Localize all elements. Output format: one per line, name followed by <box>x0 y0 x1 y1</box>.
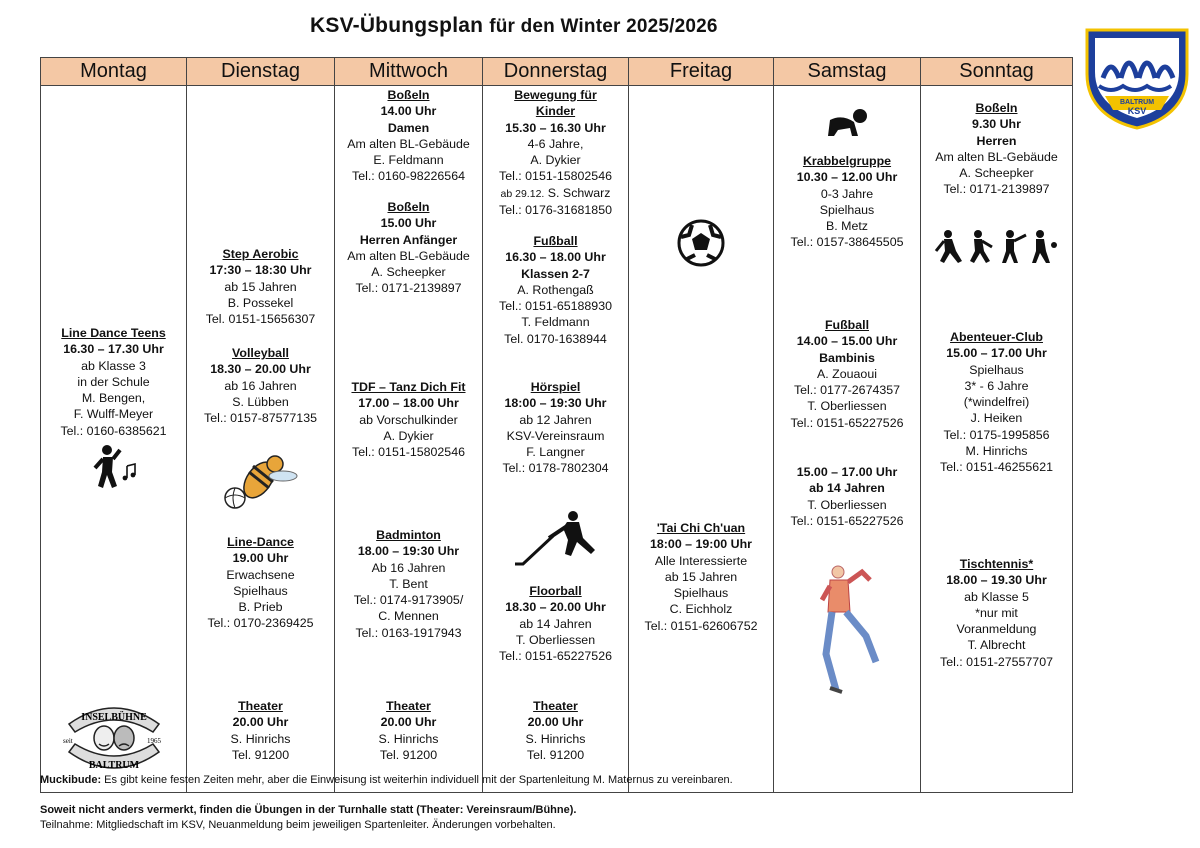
floorball-player-icon <box>513 510 601 572</box>
day-header: Donnerstag <box>483 58 629 86</box>
svg-text:1965: 1965 <box>147 737 161 745</box>
activity-theater: Theater 20.00 Uhr S. Hinrichs Tel. 91200 <box>525 699 586 762</box>
activity-bosseln-herren-sonntag: Boßeln 9.30 Uhr Herren Am alten BL-Gebäude A. Scheepker Tel.: 0171-2139897 <box>935 101 1058 197</box>
activity-step-aerobic: Step Aerobic 17:30 – 18:30 Uhr ab 15 Jahren B. Possekel Tel. 0151-15656307 <box>205 247 316 327</box>
activity-floorball: Floorball 18.30 – 20.00 Uhr ab 14 Jahren T. Oberliessen Tel.: 0151-65227526 <box>499 584 612 664</box>
activity-bewegung-kinder: Bewegung für Kinder 15.30 – 16.30 Uhr 4-6 Jahre, A. Dykier Tel.: 0151-15802546 ab 29.12. S. Schwarz Tel.: 0176-31681850 <box>499 88 612 218</box>
svg-text:INSELBÜHNE: INSELBÜHNE <box>81 712 147 723</box>
schedule-table <box>40 57 1073 793</box>
day-header: Dienstag <box>187 58 335 86</box>
day-header: Sonntag <box>921 58 1073 86</box>
day-header: Mittwoch <box>335 58 483 86</box>
bosseln-throwers-icon <box>934 229 1060 265</box>
activity-tdf: TDF – Tanz Dich Fit 17.00 – 18.00 Uhr ab Vorschulkinder A. Dykier Tel.: 0151-15802546 <box>351 380 466 460</box>
day-header: Samstag <box>774 58 921 86</box>
crawling-baby-icon <box>824 108 870 140</box>
activity-abenteuer-club: Abenteuer-Club 15.00 – 17.00 Uhr Spielhaus 3* - 6 Jahre (*windelfrei) J. Heiken Tel.: 0175-1995856 M. Hinrichs Tel.: 0151-46255621 <box>940 330 1053 475</box>
inselbuehne-stamp-icon <box>49 698 179 776</box>
footer-note-membership: Teilnahme: Mitgliedschaft im KSV, Neuanmeldung beim jeweiligen Spartenleiter. Änderungen vorbehalten. <box>40 819 556 831</box>
activity-hoerspiel: Hörspiel 18:00 – 19:30 Uhr ab 12 Jahren KSV-Vereinsraum F. Langner Tel.: 0178-7802304 <box>502 380 609 476</box>
day-header-row <box>41 58 1073 86</box>
footer-note-location: Soweit nicht anders vermerkt, finden die Übungen in der Turnhalle statt (Theater: Vereinsraum/Bühne). <box>40 804 577 816</box>
page-title <box>310 14 718 38</box>
footer-muckibude: Muckibude: Es gibt keine festen Zeiten mehr, aber die Einweisung ist weiterhin individuell mit der Spartenleitung M. Maternus zu vereinbaren. <box>40 774 733 786</box>
svg-text:KSV: KSV <box>1127 106 1147 116</box>
kickboxer-icon <box>820 564 884 696</box>
svg-text:seit: seit <box>63 737 73 745</box>
activity-line-dance: Line-Dance 19.00 Uhr Erwachsene Spielhaus B. Prieb Tel.: 0170-2369425 <box>207 535 314 631</box>
activity-taichi: 'Tai Chi Ch'uan 18:00 – 19:00 Uhr Alle Interessierte ab 15 Jahren Spielhaus C. Eichholz Tel.: 0151-62606752 <box>644 521 758 633</box>
activity-volleyball: Volleyball 18.30 – 20.00 Uhr ab 16 Jahren S. Lübben Tel.: 0157-87577135 <box>204 346 317 426</box>
column-sonntag <box>921 86 1073 793</box>
activity-fussball-kinder: Fußball 16.30 – 18.00 Uhr Klassen 2-7 A. Rothengaß Tel.: 0151-65188930 T. Feldmann Tel. 0170-1638944 <box>499 234 612 346</box>
hornet-volleyball-icon <box>219 450 301 514</box>
activity-bosseln-damen: Boßeln 14.00 Uhr Damen Am alten BL-Gebäude E. Feldmann Tel.: 0160-98226564 <box>347 88 470 184</box>
activity-krabbelgruppe: Krabbelgruppe 10.30 – 12.00 Uhr 0-3 Jahre Spielhaus B. Metz Tel.: 0157-38645505 <box>790 154 904 250</box>
soccer-ball-icon <box>677 219 725 267</box>
column-donnerstag <box>483 86 629 793</box>
day-header: Montag <box>41 58 187 86</box>
dancer-icon <box>93 444 143 494</box>
svg-text:BALTRUM: BALTRUM <box>88 760 140 771</box>
column-dienstag <box>187 86 335 793</box>
ksv-logo <box>1083 24 1191 130</box>
activity-theater: Theater 20.00 Uhr S. Hinrichs Tel. 91200 <box>230 699 291 762</box>
column-montag <box>41 86 187 793</box>
title-main: KSV-Übungsplan <box>310 14 484 37</box>
activity-fussball-bambinis: Fußball 14.00 – 15.00 Uhr Bambinis A. Zouaoui Tel.: 0177-2674357 T. Oberliessen Tel.: 0151-65227526 <box>790 318 904 430</box>
activity-fussball-jugend: 15.00 – 17.00 Uhr ab 14 Jahren T. Oberliessen Tel.: 0151-65227526 <box>790 465 904 528</box>
activity-linedance-teens: Line Dance Teens 16.30 – 17.30 Uhr ab Klasse 3 in der Schule M. Bengen, F. Wulff-Meyer Tel.: 0160-6385621 <box>60 326 167 438</box>
svg-text:BALTRUM: BALTRUM <box>1119 99 1155 106</box>
title-rest: für den Winter 2025/2026 <box>489 16 718 37</box>
activity-theater: Theater 20.00 Uhr S. Hinrichs Tel. 91200 <box>378 699 439 762</box>
activity-badminton: Badminton 18.00 – 19:30 Uhr Ab 16 Jahren T. Bent Tel.: 0174-9173905/ C. Mennen Tel.: 0163-1917943 <box>353 528 464 640</box>
column-samstag <box>774 86 921 793</box>
activity-tischtennis: Tischtennis* 18.00 – 19.30 Uhr ab Klasse 5 *nur mit Voranmeldung T. Albrecht Tel.: 0151-27557707 <box>940 557 1053 669</box>
day-header: Freitag <box>629 58 774 86</box>
column-mittwoch <box>335 86 483 793</box>
activity-bosseln-herren: Boßeln 15.00 Uhr Herren Anfänger Am alten BL-Gebäude A. Scheepker Tel.: 0171-2139897 <box>347 200 470 296</box>
column-freitag <box>629 86 774 793</box>
